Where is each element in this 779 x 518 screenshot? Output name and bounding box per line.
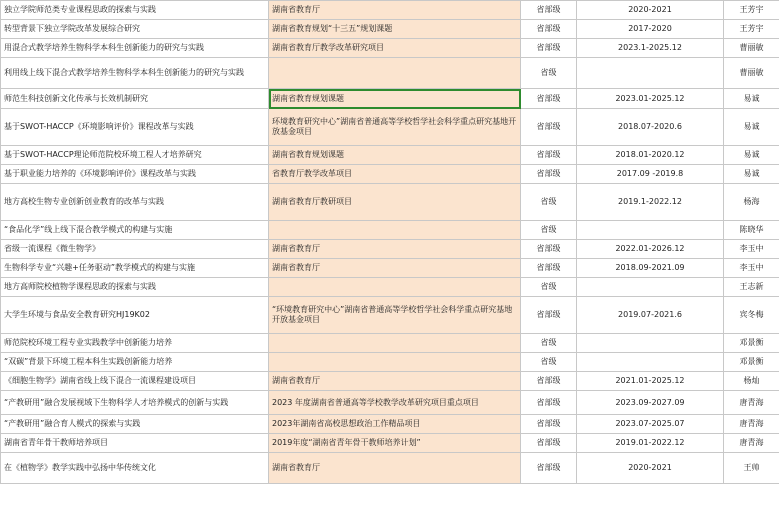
cell-project-period[interactable]: [577, 58, 724, 89]
cell-project-period[interactable]: 2020-2021: [577, 1, 724, 20]
cell-project-source[interactable]: 2023 年度湖南省普通高等学校教学改革研究项目重点项目: [269, 391, 521, 415]
table-row: [1, 259, 779, 278]
cell-project-source[interactable]: [269, 58, 521, 89]
cell-project-source[interactable]: 2023年湖南省高校思想政治工作精品项目: [269, 415, 521, 434]
cell-project-level[interactable]: 省部级: [521, 39, 577, 58]
cell-project-level[interactable]: 省部级: [521, 391, 577, 415]
cell-project-period[interactable]: 2017-2020: [577, 20, 724, 39]
table-row: [1, 184, 779, 221]
cell-project-source[interactable]: 环境教育研究中心”湖南省普通高等学校哲学社会科学重点研究基地开放基金项目: [269, 109, 521, 146]
cell-project-level[interactable]: 省级: [521, 353, 577, 372]
table-row: [1, 165, 779, 184]
cell-project-source[interactable]: [269, 278, 521, 297]
table-row: [1, 240, 779, 259]
cell-project-name[interactable]: 在《植物学》教学实践中弘扬中华传统文化: [1, 453, 269, 484]
cell-project-name[interactable]: 独立学院师范类专业课程思政的探索与实践: [1, 1, 269, 20]
table-row: [1, 391, 779, 415]
cell-project-source[interactable]: 湖南省教育厅: [269, 240, 521, 259]
cell-project-name[interactable]: 基于职业能力培养的《环境影响评价》课程改革与实践: [1, 165, 269, 184]
table-row: [1, 415, 779, 434]
table-row: [1, 334, 779, 353]
table-row: [1, 372, 779, 391]
cell-project-period[interactable]: 2023.07-2025.07: [577, 415, 724, 434]
cell-project-period[interactable]: 2019.07-2021.6: [577, 297, 724, 334]
cell-project-level[interactable]: 省部级: [521, 372, 577, 391]
table-row: [1, 278, 779, 297]
cell-project-name[interactable]: 生物科学专业“兴趣+任务驱动”教学模式的构建与实施: [1, 259, 269, 278]
cell-project-name[interactable]: 《细胞生物学》湖南省线上线下混合一流课程建设项目: [1, 372, 269, 391]
cell-project-period[interactable]: 2022.01-2026.12: [577, 240, 724, 259]
table-row: [1, 109, 779, 146]
cell-project-name[interactable]: 大学生环境与食品安全教育研究HJ19K02: [1, 297, 269, 334]
cell-project-source[interactable]: 湖南省教育规划课题: [269, 89, 521, 109]
cell-project-period[interactable]: 2019.01-2022.12: [577, 434, 724, 453]
cell-project-source[interactable]: 湖南省教育厅教研项目: [269, 184, 521, 221]
cell-project-name[interactable]: 利用线上线下混合式教学培养生物科学本科生创新能力的研究与实践: [1, 58, 269, 89]
cell-project-source[interactable]: 2019年度“湖南省青年骨干教师培养计划”: [269, 434, 521, 453]
cell-project-source[interactable]: 省教育厅教学改革项目: [269, 165, 521, 184]
table-row: [1, 146, 779, 165]
cell-project-level[interactable]: 省级: [521, 221, 577, 240]
cell-project-person[interactable]: 曹丽敏: [724, 58, 779, 89]
cell-project-source[interactable]: 湖南省教育厅: [269, 372, 521, 391]
cell-project-person[interactable]: 杨灿: [724, 372, 779, 391]
cell-project-name[interactable]: “产教研用”融合发展视域下生物科学人才培养模式的创新与实践: [1, 391, 269, 415]
cell-project-level[interactable]: 省部级: [521, 89, 577, 109]
cell-project-person[interactable]: 陈晓华: [724, 221, 779, 240]
cell-project-person[interactable]: 唐青海: [724, 415, 779, 434]
cell-project-person[interactable]: 邓景衡: [724, 353, 779, 372]
table-row: [1, 39, 779, 58]
cell-project-person[interactable]: 邓景衡: [724, 334, 779, 353]
cell-project-name[interactable]: “产教研用”融合育人模式的探索与实践: [1, 415, 269, 434]
cell-project-person[interactable]: 宾冬梅: [724, 297, 779, 334]
cell-project-level[interactable]: 省级: [521, 184, 577, 221]
cell-project-person[interactable]: 王芳宇: [724, 20, 779, 39]
cell-project-person[interactable]: 唐青海: [724, 434, 779, 453]
cell-project-period[interactable]: 2018.09-2021.09: [577, 259, 724, 278]
cell-project-period[interactable]: [577, 334, 724, 353]
cell-project-level[interactable]: 省部级: [521, 453, 577, 484]
cell-project-period[interactable]: 2018.01-2020.12: [577, 146, 724, 165]
cell-project-level[interactable]: 省部级: [521, 415, 577, 434]
cell-project-level[interactable]: 省级: [521, 58, 577, 89]
table-row: [1, 297, 779, 334]
cell-project-name[interactable]: “食品化学”线上线下混合教学模式的构建与实施: [1, 221, 269, 240]
cell-project-period[interactable]: [577, 278, 724, 297]
cell-project-source[interactable]: [269, 353, 521, 372]
cell-project-period[interactable]: 2023.01-2025.12: [577, 89, 724, 109]
cell-project-period[interactable]: [577, 221, 724, 240]
table-row: [1, 89, 779, 109]
cell-project-name[interactable]: 转型背景下独立学院改革发展综合研究: [1, 20, 269, 39]
table-row: [1, 453, 779, 484]
cell-project-name[interactable]: “双碳”背景下环境工程本科生实践创新能力培养: [1, 353, 269, 372]
cell-project-source[interactable]: [269, 334, 521, 353]
table-row: [1, 20, 779, 39]
cell-project-source[interactable]: 湖南省教育规划课题: [269, 146, 521, 165]
cell-project-name[interactable]: 用混合式教学培养生物科学本科生创新能力的研究与实践: [1, 39, 269, 58]
table-row: [1, 221, 779, 240]
cell-project-period[interactable]: 2018.07-2020.6: [577, 109, 724, 146]
cell-project-level[interactable]: 省部级: [521, 434, 577, 453]
cell-project-level[interactable]: 省部级: [521, 297, 577, 334]
cell-project-level[interactable]: 省部级: [521, 240, 577, 259]
cell-project-level[interactable]: 省级: [521, 334, 577, 353]
cell-project-name[interactable]: 省级一流课程《微生物学》: [1, 240, 269, 259]
cell-project-source[interactable]: “环境教育研究中心”湖南省普通高等学校哲学社会科学重点研究基地开放基金项目: [269, 297, 521, 334]
cell-project-name[interactable]: 基于SWOT-HACCP理论师范院校环境工程人才培养研究: [1, 146, 269, 165]
cell-project-person[interactable]: 易诚: [724, 146, 779, 165]
cell-project-level[interactable]: 省部级: [521, 1, 577, 20]
cell-project-name[interactable]: 地方高校生物专业创新创业教育的改革与实践: [1, 184, 269, 221]
cell-project-level[interactable]: 省部级: [521, 20, 577, 39]
cell-project-level[interactable]: 省部级: [521, 259, 577, 278]
cell-project-person[interactable]: 曹丽敏: [724, 39, 779, 58]
cell-project-person[interactable]: 王志新: [724, 278, 779, 297]
cell-project-source[interactable]: 湖南省教育厅: [269, 259, 521, 278]
cell-project-level[interactable]: 省级: [521, 278, 577, 297]
cell-project-source[interactable]: 湖南省教育厅教学改革研究项目: [269, 39, 521, 58]
cell-project-name[interactable]: 湖南省青年骨干教师培养项目: [1, 434, 269, 453]
cell-project-source[interactable]: [269, 221, 521, 240]
cell-project-source[interactable]: 湖南省教育厅: [269, 453, 521, 484]
cell-project-person[interactable]: 李玉中: [724, 259, 779, 278]
cell-project-name[interactable]: 师范院校环境工程专业实践教学中创新能力培养: [1, 334, 269, 353]
table-row: [1, 434, 779, 453]
cell-project-period[interactable]: 2020-2021: [577, 453, 724, 484]
cell-project-level[interactable]: 省部级: [521, 146, 577, 165]
table-row: [1, 58, 779, 89]
cell-project-source[interactable]: 湖南省教育规划“十三五”规划课题: [269, 20, 521, 39]
cell-project-person[interactable]: 易诚: [724, 165, 779, 184]
cell-project-source[interactable]: 湖南省教育厅: [269, 1, 521, 20]
cell-project-period[interactable]: 2023.1-2025.12: [577, 39, 724, 58]
cell-project-name[interactable]: 基于SWOT-HACCP《环境影响评价》课程改革与实践: [1, 109, 269, 146]
cell-project-period[interactable]: 2021.01-2025.12: [577, 372, 724, 391]
cell-project-person[interactable]: 王芳宇: [724, 1, 779, 20]
cell-project-level[interactable]: 省部级: [521, 165, 577, 184]
cell-project-person[interactable]: 唐青海: [724, 391, 779, 415]
cell-project-person[interactable]: 杨海: [724, 184, 779, 221]
cell-project-period[interactable]: 2023.09-2027.09: [577, 391, 724, 415]
cell-project-period[interactable]: 2017.09 -2019.8: [577, 165, 724, 184]
table-row: [1, 1, 779, 20]
cell-project-person[interactable]: 易诚: [724, 89, 779, 109]
cell-project-period[interactable]: 2019.1-2022.12: [577, 184, 724, 221]
cell-project-person[interactable]: 易诚: [724, 109, 779, 146]
cell-project-name[interactable]: 师范生科技创新文化传承与长效机制研究: [1, 89, 269, 109]
cell-project-name[interactable]: 地方高师院校植物学课程思政的探索与实践: [1, 278, 269, 297]
cell-project-person[interactable]: 李玉中: [724, 240, 779, 259]
cell-project-period[interactable]: [577, 353, 724, 372]
table-row: [1, 353, 779, 372]
cell-project-level[interactable]: 省部级: [521, 109, 577, 146]
cell-project-person[interactable]: 王帅: [724, 453, 779, 484]
